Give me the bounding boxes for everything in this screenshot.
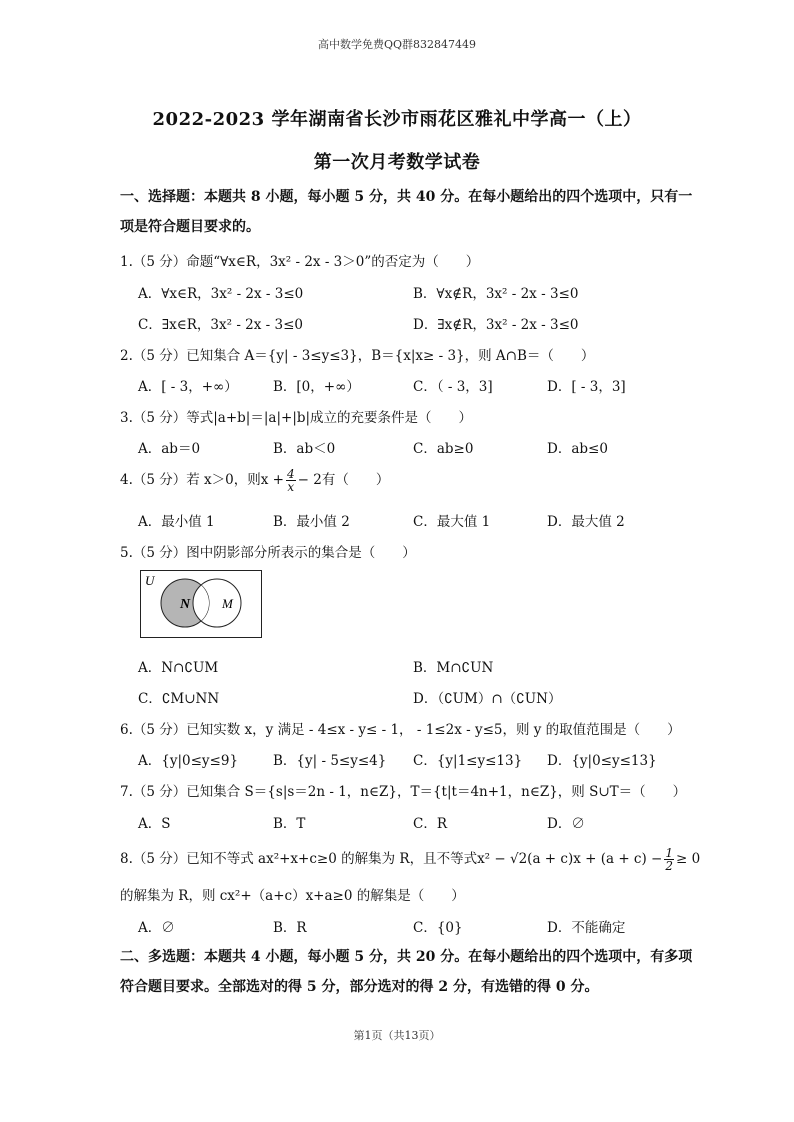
q6-stem: 6.（5 分）已知实数 x，y 满足 - 4≤x - y≤ - 1， - 1≤2x - y≤5，则 y 的取值范围是（ ） [120,722,681,738]
section2-line-1: 二、多选题：本题共 4 小题，每小题 5 分，共 20 分。在每小题给出的四个选项中，有多项 [120,949,693,965]
q7-option-b: B．T [273,816,306,832]
q8-option-b: B．R [273,920,307,936]
q8-stem-pre: 8.（5 分）已知不等式 ax²+x+c≥0 的解集为 R，且不等式x² − √2(a + c)x + (a + c) − [120,851,663,867]
q5-stem: 5.（5 分）图中阴影部分所表示的集合是（ ） [120,545,416,561]
q3-option-b: B．ab＜0 [273,441,336,457]
q2-stem: 2.（5 分）已知集合 A＝{y| - 3≤y≤3}，B＝{x|x≥ - 3}，则 A∩B＝（ ） [120,348,595,364]
q8-frac-num: 1 [665,846,674,860]
venn-label-u: U [145,573,155,588]
q5-option-b: B．M∩∁UN [413,660,494,676]
q6-option-a: A．{y|0≤y≤9} [138,753,239,769]
q8-stem-post: ≥ 0 [676,851,701,867]
q1-option-d: D．∃x∉R，3x² - 2x - 3≤0 [413,317,579,333]
title-line-2: 第一次月考数学试卷 [313,152,481,173]
q7-option-c: C．R [413,816,447,832]
page-footer: 第1页（共13页） [353,1029,441,1042]
q1-option-b: B．∀x∉R，3x² - 2x - 3≤0 [413,286,579,302]
q8-frac-den: 2 [665,859,674,873]
q2-option-a: A．[ - 3，+∞） [138,379,238,395]
q8-stem [120,847,700,872]
q5-option-d: D．（∁UM）∩（∁UN） [413,691,562,707]
title-line-1: 2022-2023 学年湖南省长沙市雨花区雅礼中学高一（上） [152,109,642,130]
q7-option-a: A．S [138,816,171,832]
q3-option-d: D．ab≤0 [547,441,608,457]
section1-line-2: 项是符合题目要求的。 [120,219,260,235]
q4-option-d: D．最大值 2 [547,514,625,530]
q4-option-c: C．最大值 1 [413,514,491,530]
q3-stem: 3.（5 分）等式|a+b|＝|a|+|b|成立的充要条件是（ ） [120,410,473,426]
q1-stem: 1.（5 分）命题“∀x∈R，3x² - 2x - 3＞0”的否定为（ ） [120,254,480,270]
q4-stem [120,468,389,493]
q4-stem-post: − 2有（ ） [297,472,390,488]
q4-option-b: B．最小值 2 [273,514,350,530]
q4-option-a: A．最小值 1 [138,514,215,530]
q8-option-c: C．{0} [413,920,463,936]
section2-line-2: 符合题目要求。全部选对的得 5 分，部分选对的得 2 分，有选错的得 0 分。 [120,979,599,995]
q4-stem-pre: 4.（5 分）若 x＞0，则x + [120,472,284,488]
q7-stem: 7.（5 分）已知集合 S＝{s|s＝2n - 1，n∈Z}，T＝{t|t＝4n+1，n∈Z}，则 S∪T＝（ ） [120,784,687,800]
q8-stem-line-2: 的解集为 R，则 cx²+（a+c）x+a≥0 的解集是（ ） [120,888,465,904]
q5-option-a: A．N∩∁UM [138,660,219,676]
q4-fraction [286,468,296,493]
page-header-note: 高中数学免费QQ群832847449 [317,38,477,51]
q6-option-c: C．{y|1≤y≤13} [413,753,523,769]
q8-option-a: A．∅ [138,920,175,936]
q6-option-b: B．{y| - 5≤y≤4} [273,753,387,769]
q6-option-d: D．{y|0≤y≤13} [547,753,657,769]
q2-option-c: C．（ - 3，3] [413,379,493,395]
venn-diagram [140,570,262,638]
q3-option-a: A．ab＝0 [138,441,201,457]
q5-option-c: C．∁M∪NN [138,691,220,707]
q8-fraction [664,847,674,872]
venn-label-n: N [180,597,191,612]
q8-option-d: D．不能确定 [547,920,626,936]
q7-option-d: D．∅ [547,816,585,832]
q3-option-c: C．ab≥0 [413,441,474,457]
section1-line-1: 一、选择题：本题共 8 小题，每小题 5 分，共 40 分。在每小题给出的四个选项中，只有一 [120,189,693,205]
q1-option-c: C．∃x∈R，3x² - 2x - 3≤0 [138,317,304,333]
q4-frac-den: x [287,480,295,494]
q2-option-d: D．[ - 3，3] [547,379,626,395]
q4-frac-num: 4 [286,467,295,481]
q1-option-a: A．∀x∈R，3x² - 2x - 3≤0 [138,286,304,302]
venn-label-m: M [222,596,233,611]
q2-option-b: B．[0，+∞） [273,379,360,395]
